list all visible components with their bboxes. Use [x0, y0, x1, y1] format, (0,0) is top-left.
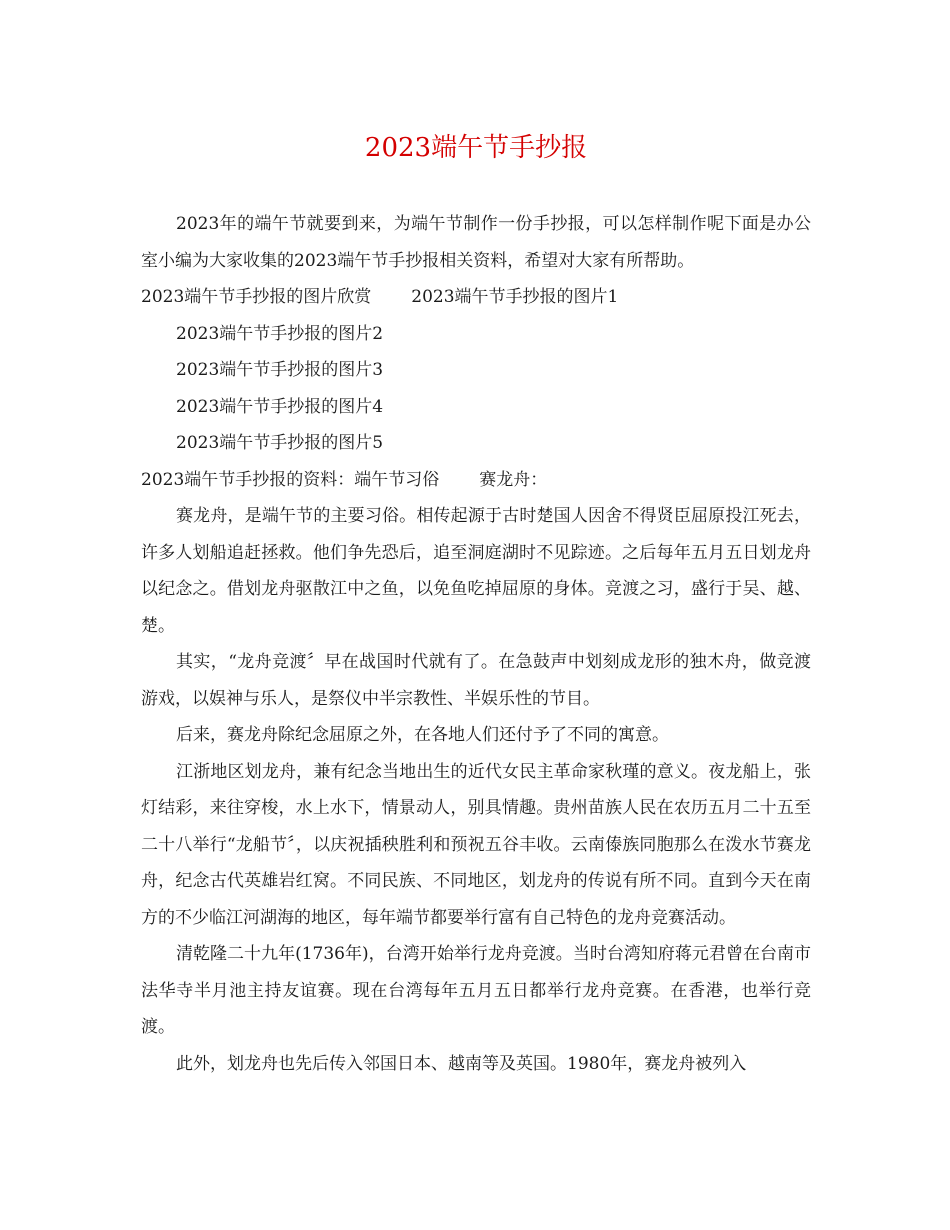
- intro-paragraph: 2023年的端午节就要到来，为端午节制作一份手抄报，可以怎样制作呢下面是办公室小编为大家收集的2023端午节手抄报相关资料，希望对大家有所帮助。: [141, 214, 811, 271]
- document-title: 2023端午节手抄报: [364, 133, 588, 163]
- body-paragraph: 清乾隆二十九年(1736年)，台湾开始举行龙舟竞渡。当时台湾知府蒋元君曾在台南市法华寺半月池主持友谊赛。现在台湾每年五月五日都举行龙舟竞赛。在香港，也举行竞渡。: [141, 944, 811, 1037]
- gallery-line: [141, 279, 811, 316]
- body-paragraph: 其实，“龙舟竞渡〞早在战国时代就有了。在急鼓声中划刻成龙形的独木舟，做竞渡游戏，以娱神与乐人，是祭仪中半宗教性、半娱乐性的节目。: [141, 652, 811, 709]
- section-heading: 赛龙舟：: [479, 469, 548, 490]
- gallery-heading: 2023端午节手抄报的图片欣赏: [141, 287, 372, 307]
- picture-caption-1: 2023端午节手抄报的图片1: [411, 287, 619, 307]
- info-line: [141, 462, 811, 499]
- body-paragraph: 江浙地区划龙舟，兼有纪念当地出生的近代女民主革命家秋瑾的意义。夜龙船上，张灯结彩，来往穿梭，水上水下，情景动人，别具情趣。贵州苗族人民在农历五月二十五至二十八举行“龙船节〞，以庆祝插秧胜利和预祝五谷丰收。云南傣族同胞那么在泼水节赛龙舟，纪念古代英雄岩红窝。不同民族、不同地区，划龙舟的传说有所不同。直到今天在南方的不少临江河湖海的地区，每年端节都要举行富有自己特色的龙舟竞赛活动。: [141, 761, 811, 928]
- picture-caption-5: 2023端午节手抄报的图片5: [176, 433, 384, 453]
- body-paragraph: 后来，赛龙舟除纪念屈原之外，在各地人们还付予了不同的寓意。: [176, 725, 669, 745]
- picture-caption-4: 2023端午节手抄报的图片4: [176, 396, 384, 417]
- picture-caption-3: 2023端午节手抄报的图片3: [176, 360, 384, 380]
- info-heading: 2023端午节手抄报的资料：端午节习俗: [141, 469, 440, 490]
- document-body: [141, 206, 811, 1082]
- picture-caption-2: 2023端午节手抄报的图片2: [176, 323, 384, 344]
- body-paragraph: 此外，划龙舟也先后传入邻国日本、越南等及英国。1980年，赛龙舟被列入: [176, 1053, 747, 1074]
- body-paragraph: 赛龙舟，是端午节的主要习俗。相传起源于古时楚国人因舍不得贤臣屈原投江死去，许多人划船追赶拯救。他们争先恐后，追至洞庭湖时不见踪迹。之后每年五月五日划龙舟以纪念之。借划龙舟驱散江中之鱼，以免鱼吃掉屈原的身体。竞渡之习，盛行于吴、越、楚。: [141, 506, 811, 636]
